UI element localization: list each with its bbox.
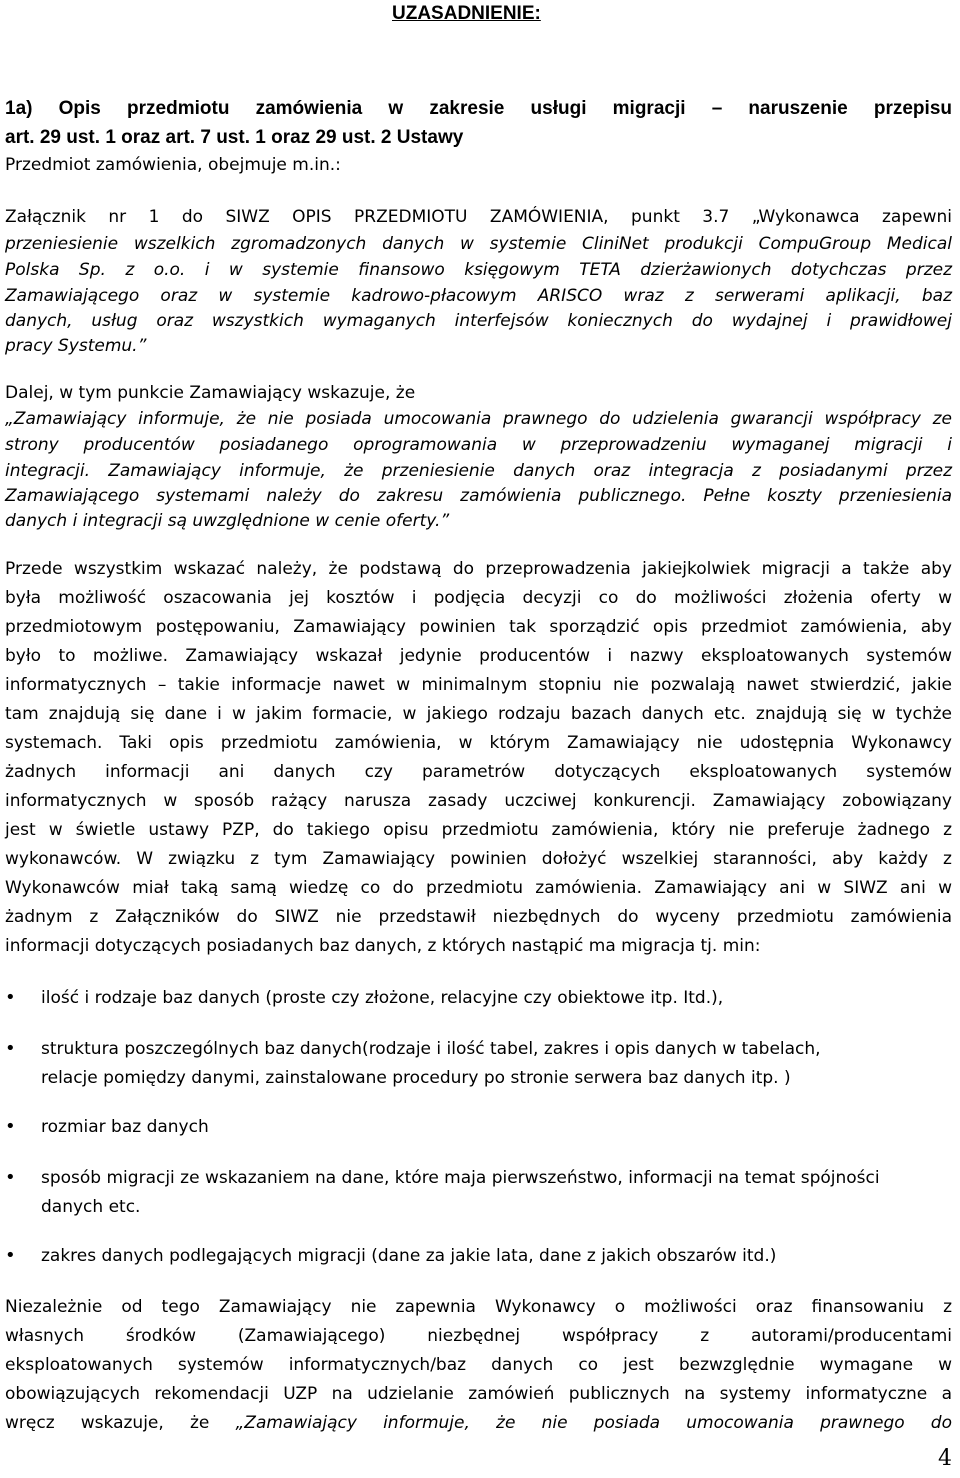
bullet-4-line-1: sposób migracji ze wskazaniem na dane, które maja pierwszeństwo, informacji na temat spójności <box>41 1168 880 1188</box>
quote-line-4: Zamawiającego systemami należy do zakresu zamówienia publicznego. Pełne koszty przeniesienia <box>5 486 952 506</box>
annex-line-2: przeniesienie wszelkich zgromadzonych danych w systemie CliniNet produkcji CompuGroup Medical <box>5 234 952 254</box>
bullet-2-line-1: struktura poszczególnych baz danych(rodzaje i ilość tabel, zakres i opis danych w tabelach, <box>41 1039 821 1059</box>
bullet-icon: • <box>5 1245 16 1266</box>
closing-line-3: eksploatowanych systemów informatycznych/baz danych co jest bezwzględnie wymagane w <box>5 1355 952 1375</box>
closing-line-1: Niezależnie od tego Zamawiający nie zapewnia Wykonawcy o możliwości oraz finansowaniu z <box>5 1297 952 1317</box>
document-heading: UZASADNIENIE: <box>392 3 541 24</box>
main-line-2: była możliwość oszacowania jej kosztów i podjęcia decyzji co do możliwości złożenia oferty w <box>5 588 952 608</box>
dalej-text: Dalej, w tym punkcie Zamawiający wskazuje, że <box>5 383 416 403</box>
main-line-5: informatycznych – takie informacje nawet w minimalnym stopniu nie pozwalają nawet stwierdzić, jakie <box>5 675 952 695</box>
main-line-14: informacji dotyczących posiadanych baz danych, z których nastąpić ma migracja tj. min: <box>5 936 761 956</box>
main-line-9: informatycznych w sposób rażący narusza zasady uczciwej konkurencji. Zamawiający zobowiązany <box>5 791 952 811</box>
section-title-line-2: art. 29 ust. 1 oraz art. 7 ust. 1 oraz 29 ust. 2 Ustawy <box>5 127 464 148</box>
quote-line-2: strony producentów posiadanego oprogramowania w przeprowadzeniu wymaganej migracji i <box>5 435 952 455</box>
main-line-6: tam znajdują się dane i w jakim formacie, w jakiego rodzaju bazach danych etc. znajdują się w tychże <box>5 704 952 724</box>
annex-line-1: Załącznik nr 1 do SIWZ OPIS PRZEDMIOTU ZAMÓWIENIA, punkt 3.7 „Wykonawca zapewni <box>5 207 952 227</box>
main-line-1: Przede wszystkim wskazać należy, że podstawą do przeprowadzenia jakiejkolwiek migracji a także aby <box>5 559 952 579</box>
bullet-5-line-1: zakres danych podlegających migracji (dane za jakie lata, dane z jakich obszarów itd.) <box>41 1246 777 1266</box>
closing-line-2: własnych środków (Zamawiającego) niezbędnej współpracy z autorami/producentami <box>5 1326 952 1346</box>
quote-line-1: „Zamawiający informuje, że nie posiada umocowania prawnego do udzielenia gwarancji współpracy ze <box>5 409 952 429</box>
intro-text: Przedmiot zamówienia, obejmuje m.in.: <box>5 155 341 175</box>
bullet-icon: • <box>5 1038 16 1059</box>
main-line-13: żadnym z Załączników do SIWZ nie przedstawił niezbędnych do wyceny przedmiotu zamówienia <box>5 907 952 927</box>
annex-line-6: pracy Systemu.” <box>5 336 147 356</box>
annex-line-5: danych, usług oraz wszystkich wymaganych interfejsów koniecznych do wydajnej i prawidłowej <box>5 311 952 331</box>
bullet-4-line-2: danych etc. <box>41 1197 141 1217</box>
closing-line-4: obowiązujących rekomendacji UZP na udzielanie zamówień publicznych na systemy informatyczne a <box>5 1384 952 1404</box>
bullet-icon: • <box>5 987 16 1008</box>
page-number: 4 <box>938 1446 952 1471</box>
bullet-1-line-1: ilość i rodzaje baz danych (proste czy złożone, relacyjne czy obiektowe itp. Itd.), <box>41 988 724 1008</box>
main-line-7: systemach. Taki opis przedmiotu zamówienia, w którym Zamawiający nie udostępnia Wykonawcy <box>5 733 952 753</box>
bullet-2-line-2: relacje pomiędzy danymi, zainstalowane procedury po stronie serwera baz danych itp. ) <box>41 1068 791 1088</box>
section-title-line-1: 1a) Opis przedmiotu zamówienia w zakresie usługi migracji – naruszenie przepisu <box>5 98 952 119</box>
closing-line-5 <box>5 1411 952 1435</box>
closing-line-5-plain: wręcz wskazuje, że <box>5 1413 236 1433</box>
annex-line-3: Polska Sp. z o.o. i w systemie finansowo księgowym TETA dzierżawionych dotychczas przez <box>5 260 952 280</box>
main-line-4: było to możliwe. Zamawiający wskazał jedynie producentów i nazwy eksploatowanych systemów <box>5 646 952 666</box>
closing-line-5-italic: „Zamawiający informuje, że nie posiada umocowania prawnego do <box>235 1413 952 1433</box>
main-line-11: wykonawców. W związku z tym Zamawiający powinien dołożyć wszelkiej staranności, aby każdy z <box>5 849 952 869</box>
main-line-12: Wykonawców miał taką samą wiedzę co do przedmiotu zamówienia. Zamawiający ani w SIWZ ani w <box>5 878 952 898</box>
main-line-3: przedmiotowym postępowaniu, Zamawiający powinien tak sporządzić opis przedmiot zamówienia, aby <box>5 617 952 637</box>
quote-line-3: integracji. Zamawiający informuje, że przeniesienie danych oraz integracja z posiadanymi przez <box>5 461 952 481</box>
annex-line-4: Zamawiającego oraz w systemie kadrowo-płacowym ARISCO wraz z serwerami aplikacji, baz <box>5 286 952 306</box>
bullet-3-line-1: rozmiar baz danych <box>41 1117 209 1137</box>
quote-line-5: danych i integracji są uwzględnione w cenie oferty.” <box>5 511 450 531</box>
main-line-10: jest w świetle ustawy PZP, do takiego opisu przedmiotu zamówienia, który nie preferuje żadnego z <box>5 820 952 840</box>
main-line-8: żadnych informacji ani danych czy parametrów dotyczących eksploatowanych systemów <box>5 762 952 782</box>
bullet-icon: • <box>5 1116 16 1137</box>
bullet-icon: • <box>5 1167 16 1188</box>
